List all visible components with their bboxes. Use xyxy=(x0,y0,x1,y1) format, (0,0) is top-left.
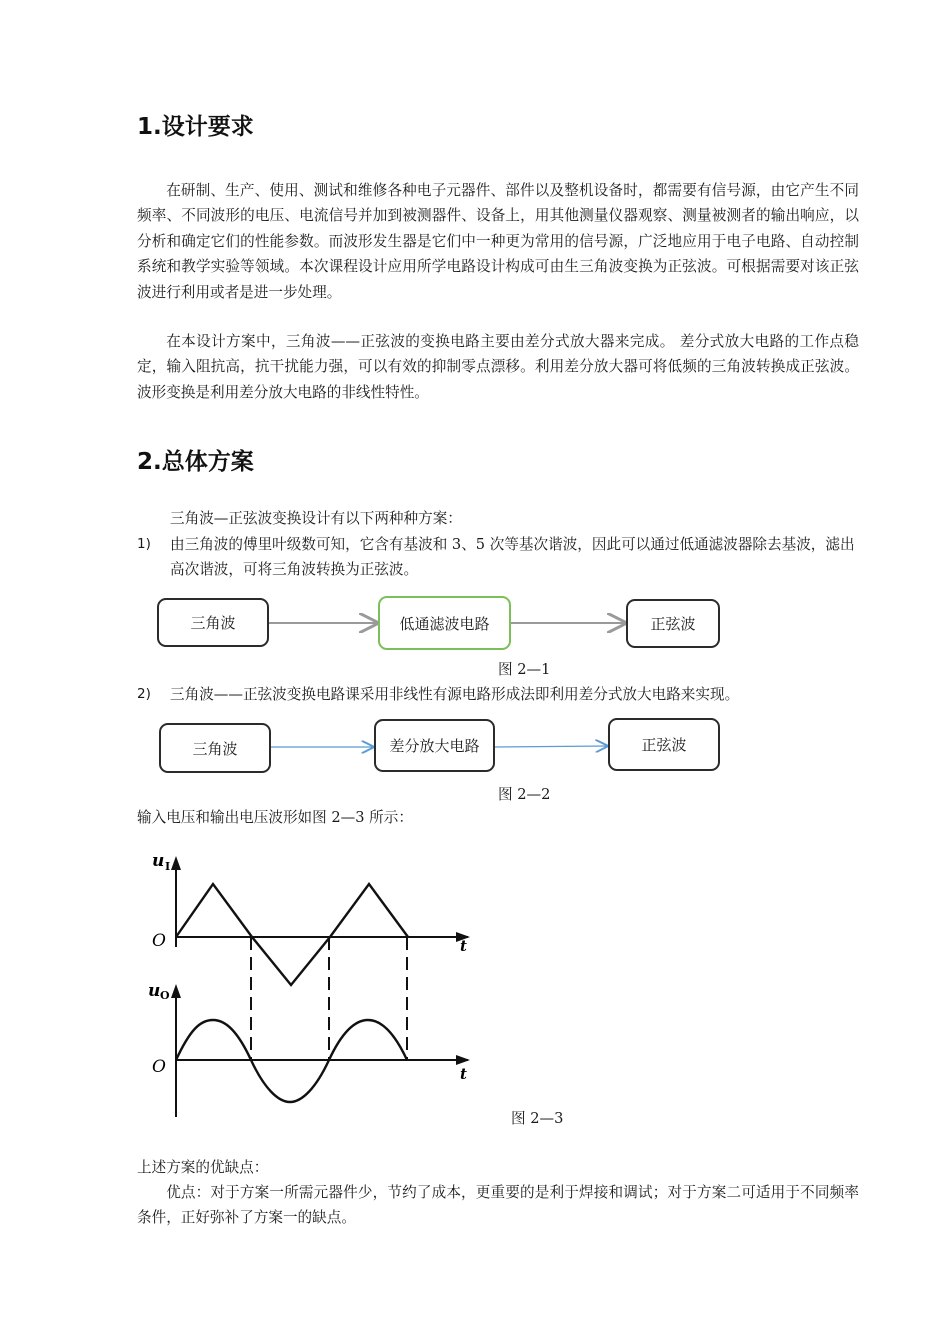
arrow-2 xyxy=(494,746,607,747)
fig2-box-triangle: 三角波 xyxy=(159,723,271,773)
top-y-arrow xyxy=(171,856,181,870)
fig1-box-triangle: 三角波 xyxy=(157,598,269,647)
triangle-wave xyxy=(176,884,408,985)
item-number: 1) xyxy=(137,536,151,552)
fig1-box-sine: 正弦波 xyxy=(626,599,720,648)
figure-2-3-caption: 图 2—3 xyxy=(511,1110,564,1127)
label-u-out: u xyxy=(148,981,161,1001)
label-u-in-sub: I xyxy=(165,860,171,873)
waveform-intro: 输入电压和输出电压波形如图 2—3 所示： xyxy=(137,809,413,826)
section-1-paragraph-2: 在本设计方案中，三角波——正弦波的变换电路主要由差分式放大器来完成。 差分式放大电路的工作点稳定，输入阻抗高，抗干扰能力强，可以有效的抑制零点漂移。利用差分放大器可将低频的三角波转换成正弦波。波形变换是利用差分放大电路的非线性特性。 xyxy=(137,333,859,401)
pros-cons-paragraph: 优点：对于方案一所需元器件少，节约了成本，更重要的是利于焊接和调试；对于方案二可适用于不同频率条件，正好弥补了方案一的缺点。 xyxy=(137,1184,859,1226)
section-1-heading: 1.设计要求 xyxy=(137,114,254,140)
fig1-box-lowpass: 低通滤波电路 xyxy=(378,596,511,650)
label-t-top: t xyxy=(460,937,467,955)
label-origin-top: O xyxy=(152,931,166,951)
label-u-in: u xyxy=(152,851,165,871)
figure-2-1-caption: 图 2—1 xyxy=(498,661,551,678)
item-text: 由三角波的傅里叶级数可知，它含有基波和 3、5 次等基次谐波，因此可以通过低通滤波器除去基波，滤出高次谐波，可将三角波转换为正弦波。 xyxy=(170,536,855,578)
label-u-out-sub: O xyxy=(160,989,170,1002)
section-2-heading: 2.总体方案 xyxy=(137,449,254,475)
figure-2-2-caption: 图 2—2 xyxy=(498,786,551,803)
figure-2-3-waveforms xyxy=(140,840,490,1130)
fig2-box-diffamp: 差分放大电路 xyxy=(374,719,495,772)
label-t-bottom: t xyxy=(460,1065,467,1083)
item-text: 三角波——正弦波变换电路课采用非线性有源电路形成法即利用差分式放大电路来实现。 xyxy=(170,686,740,703)
scheme-intro: 三角波—正弦波变换设计有以下两种种方案： xyxy=(170,510,462,527)
bottom-x-arrow xyxy=(456,1055,470,1065)
pros-cons-title: 上述方案的优缺点： xyxy=(137,1159,269,1176)
fig2-box-sine: 正弦波 xyxy=(608,718,720,771)
item-number: 2) xyxy=(137,686,151,702)
label-origin-bottom: O xyxy=(152,1057,166,1077)
section-1-paragraph-1: 在研制、生产、使用、测试和维修各种电子元器件、部件以及整机设备时，都需要有信号源，由它产生不同频率、不同波形的电压、电流信号并加到被测器件、设备上，用其他测量仪器观察、测量被测者的输出响应，以分析和确定它们的性能参数。而波形发生器是它们中一种更为常用的信号源，广泛地应用于电子电路、自动控制系统和教学实验等领域。本次课程设计应用所学电路设计构成可由生三角波变换为正弦波。可根据需要对该正弦波进行利用或者是进一步处理。 xyxy=(137,182,859,301)
bottom-y-arrow xyxy=(171,984,181,998)
